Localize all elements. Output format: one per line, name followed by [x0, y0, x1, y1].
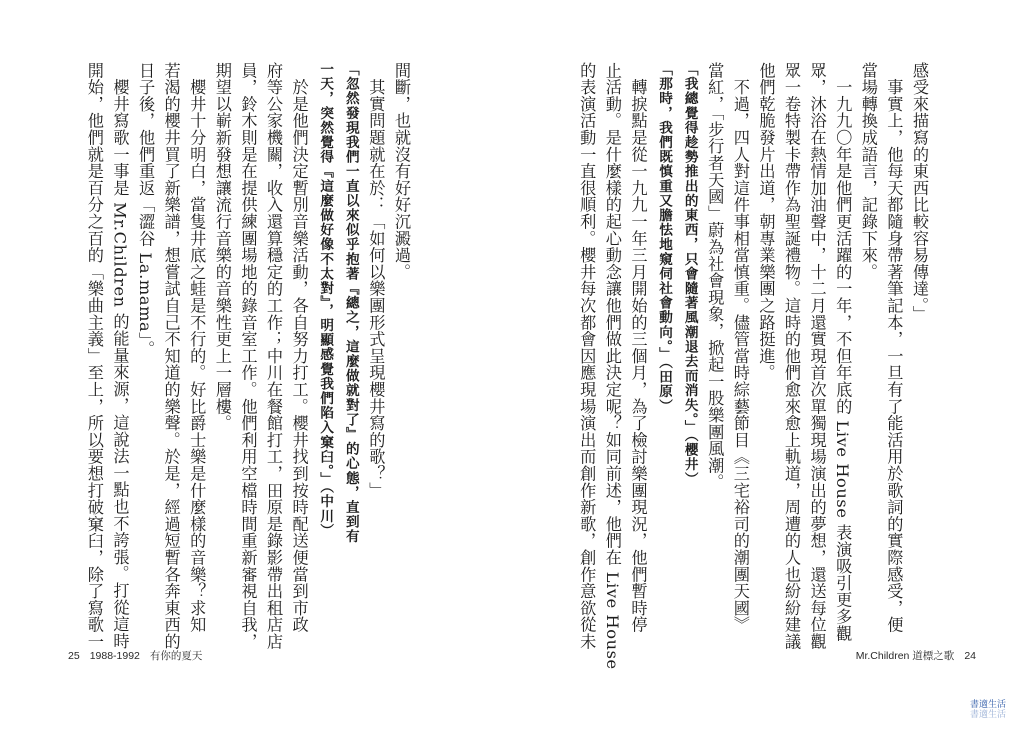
text-line: 櫻井十分明白，當隻井底之蛙是不行的。好比爵士樂是什麼樣的音樂？求知	[187, 62, 207, 634]
text-line: 眾，沐浴在熱情加油聲中，十二月還實現首次單獨現場演出的夢想，還送每位觀	[807, 62, 827, 650]
watermark-line: 書適生活	[970, 710, 1007, 720]
text-line: 期望以嶄新發想讓流行音樂的音樂性更上一層樓。	[212, 62, 232, 432]
text-line: 其實問題就在於：「如何以樂團形式呈現櫻井寫的歌？」	[366, 62, 386, 499]
text-line: 開始，他們就是百分之百的「樂曲主義」至上，所以要想打破窠臼，除了寫歌一	[84, 62, 104, 650]
text-line: 櫻井寫歌一事是 Mr.Children 的能量來源，這說法一點也不誇張。打從這時	[110, 62, 130, 650]
text-line: 當場轉換成語言，記錄下來。	[858, 62, 878, 281]
page-number: 25	[68, 650, 80, 662]
text-line: 府等公家機關，收入還算穩定的工作；中川在餐館打工，田原是錄影帶出租店店	[264, 62, 284, 650]
text-line: 眾一卷特製卡帶作為聖誕禮物。這時的他們愈來愈上軌道，周遭的人也紛紛建議	[782, 62, 802, 650]
text-line: 當紅，「步行者天國」蔚為社會現象，掀起一股樂團風潮。	[705, 62, 725, 491]
quote-line: 「那時，我們既慎重又膽怯地窺伺社會動向。」（田原）	[656, 62, 673, 414]
watermark-line: 書適生活	[970, 700, 1007, 710]
text-line: 的表演活動一直很順利。櫻井每次都會因應現場演出而創作新歌，創作意欲從未	[577, 62, 597, 650]
text-line: 一九九〇年是他們更活躍的一年，不但年底的 Live House 表演吸引更多觀	[833, 62, 853, 642]
text-line: 員，鈴木則是在提供練團場地的錄音室工作。他們利用空檔時間重新審視自我，	[238, 62, 258, 650]
text-line: 若渴的櫻井買了新樂譜，想嘗試自己不知道的樂聲。於是，經過短暫各奔東西的	[161, 62, 181, 650]
folio-years: 1988-1992	[89, 650, 140, 662]
text-line: 於是他們決定暫別音樂活動，各自努力打工。櫻井找到按時配送便當到市政	[289, 62, 309, 634]
left-folio	[68, 648, 212, 663]
page-number: 24	[964, 650, 976, 662]
text-line: 不過，四人對這件事相當慎重。儘管當時綜藝節目《三宅裕司的潮團天國》	[730, 62, 750, 634]
chapter-title: 有你的夏天	[149, 650, 203, 662]
right-folio	[856, 648, 976, 663]
book-title: Mr.Children 道標之歌	[855, 650, 955, 662]
text-line: 他們乾脆發片出道，朝專業樂團之路挺進。	[756, 62, 776, 382]
quote-line: 一天，突然覺得『這麼做好像不太對』，明顯感覺我們陷入窠臼。」（中川）	[317, 62, 334, 538]
text-line: 轉捩點是從一九九一年三月開始的三個月，為了檢討樂團現況，他們暫時停	[628, 62, 648, 634]
text-line: 日子後，他們重返「澀谷 La.mama」。	[136, 62, 156, 358]
text-line: 感受來描寫的東西比較容易傳達。」	[910, 62, 929, 323]
quote-line: 「忽然發現我們一直以來似乎抱著『總之，這麼做就對了』的心態，直到有	[342, 62, 359, 544]
text-line: 止活動。是什麼樣的起心動念讓他們做此決定呢？如同前述，他們在 Live House	[602, 62, 622, 670]
text-line: 事實上，他每天都隨身帶著筆記本，一旦有了能活用於歌詞的實際感受，便	[884, 62, 904, 634]
left-page-body	[81, 62, 414, 650]
quote-line: 「我總覺得趁勢推出的東西，只會隨著風潮退去而消失。」（櫻井）	[681, 62, 698, 487]
right-page	[514, 0, 1028, 729]
text-line: 間斷，也就沒有好好沉澱過。	[392, 62, 411, 281]
watermark-logo	[970, 700, 1006, 720]
